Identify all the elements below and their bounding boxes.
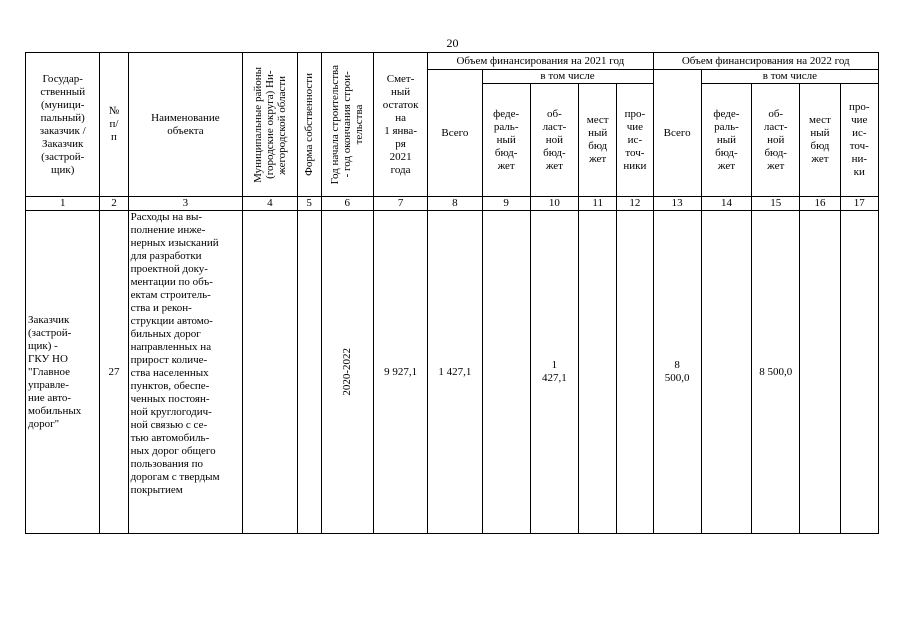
cell-total-2021: 1 427,1 [428,211,482,534]
header-ownership: Форма собственности [303,73,316,176]
cell-federal-2022 [701,211,751,534]
column-number: 17 [840,197,878,211]
cell-other-2021 [617,211,653,534]
financing-table [25,52,879,534]
cell-years: 2020-2022 [341,348,354,396]
header-federal-2021: феде- раль- ный бюд- жет [482,84,530,197]
cell-years-cell [321,211,373,534]
cell-regional-2021: 1 427,1 [530,211,578,534]
cell-local-2021 [579,211,617,534]
cell-balance: 9 927,1 [373,211,427,534]
cell-district [243,211,297,534]
header-total-2022: Всего [653,70,701,197]
cell-total-2022: 8 500,0 [653,211,701,534]
header-customer: Государ- ственный (муници- пальный) заказчик / Заказчик (застрой- щик) [26,53,100,197]
column-number: 13 [653,197,701,211]
column-number: 9 [482,197,530,211]
table-row [26,211,879,534]
cell-federal-2021 [482,211,530,534]
cell-customer: Заказчик (застрой- щик) - ГКУ НО "Главное управле- ние авто- мобильных дорог" [26,211,100,534]
column-number: 5 [297,197,321,211]
column-number: 11 [579,197,617,211]
column-number: 14 [701,197,751,211]
header-balance: Смет- ный остаток на 1 янва- ря 2021 года [373,53,427,197]
cell-ownership [297,211,321,534]
cell-object-name: Расходы на вы- полнение инже- нерных изысканий для разработки проектной доку- ментации по объ- ектам строитель- ства и рекон- струкции автомо- бильных дорог направленных на прирост количе- ства населенных пунктов, обеспе- ченных постоян- ной круглогодич- ной связью с се- тью автомобиль- ных дорог общего пользования по дорогам с твердым покрытием [128,211,243,534]
column-number-row [26,197,879,211]
header-local-2022: мест ный бюд жет [800,84,840,197]
cell-regional-2022: 8 500,0 [752,211,800,534]
header-years: Год начала строительства - год окончания строи- тельства [329,64,366,185]
header-regional-2021: об- ласт- ной бюд- жет [530,84,578,197]
header-row-number: № п/ п [100,53,128,197]
header-object-name: Наименование объекта [128,53,243,197]
header-including-2021: в том числе [482,70,653,84]
header-other-2022: про- чие ис- точ- ни- ки [840,84,878,197]
header-years-cell [321,53,373,197]
cell-number: 27 [100,211,128,534]
column-number: 7 [373,197,427,211]
page-number: 20 [446,36,459,50]
header-districts-cell [243,53,297,197]
header-including-2022: в том числе [701,70,878,84]
column-number: 8 [428,197,482,211]
header-federal-2022: феде- раль- ный бюд- жет [701,84,751,197]
header-total-2021: Всего [428,70,482,197]
header-funding-2022: Объем финансирования на 2022 год [653,53,878,70]
header-districts: Муниципальные районы (городские округа) Ни- жегородской области [251,66,288,183]
header-regional-2022: об- ласт- ной бюд- жет [752,84,800,197]
header-other-2021: про- чие ис- точ- ники [617,84,653,197]
column-number: 15 [752,197,800,211]
column-number: 6 [321,197,373,211]
column-number: 16 [800,197,840,211]
column-number: 12 [617,197,653,211]
column-number: 4 [243,197,297,211]
header-local-2021: мест ный бюд жет [579,84,617,197]
column-number: 10 [530,197,578,211]
header-ownership-cell [297,53,321,197]
cell-other-2022 [840,211,878,534]
column-number: 1 [26,197,100,211]
cell-local-2022 [800,211,840,534]
column-number: 2 [100,197,128,211]
column-number: 3 [128,197,243,211]
header-funding-2021: Объем финансирования на 2021 год [428,53,653,70]
